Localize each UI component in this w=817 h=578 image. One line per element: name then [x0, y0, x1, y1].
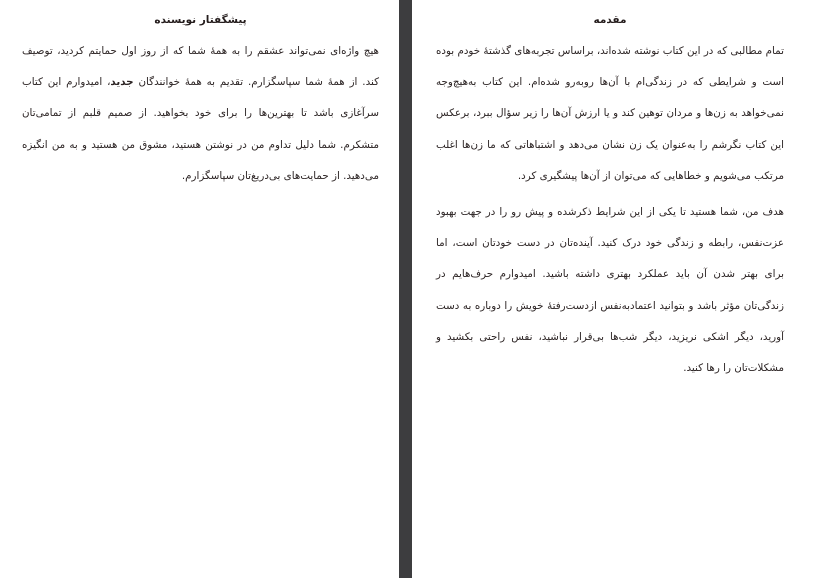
- left-page-heading: پیشگفتار نویسنده: [154, 14, 247, 26]
- page-gutter: [399, 0, 412, 578]
- left-page-paragraph: [22, 36, 379, 192]
- left-paragraph-part2: ، امیدوارم این کتاب سرآغازی باشد تا بهترین‌ها را برای خود بخواهید. از صمیم قلبم از تمامی‌تان متشکرم. شما دلیل تداوم من در نوشتن هستید، مشوق من هستید و به من انگیزه می‌دهید. از حمایت‌های بی‌دریغ‌تان سپاسگزارم.: [22, 76, 379, 182]
- right-page[interactable]: [412, 0, 817, 578]
- right-page-heading: مقدمه: [593, 14, 627, 26]
- left-paragraph-part1: هیچ واژه‌ای نمی‌تواند عشقم را به همهٔ شما که از روز اول حمایتم کردید، توصیف کند. از همهٔ شما سپاسگزارم. تقدیم به همهٔ خوانندگان: [22, 45, 379, 89]
- left-paragraph-bold-word: جدید: [110, 76, 134, 89]
- right-page-paragraph-1: تمام مطالبی که در این کتاب نوشته شده‌اند، براساس تجربه‌های گذشتهٔ خودم بوده است و شرایطی که در زندگی‌ام با آن‌ها روبه‌رو شده‌ام. این کتاب به‌هیچ‌وجه نمی‌خواهد به زن‌ها و مردان توهین کند و یا ارزش آن‌ها را زیر سؤال ببرد، برعکس این کتاب نگرشم را به‌عنوان یک زن نشان می‌دهد و اشتباهاتی که ما زن‌ها اغلب مرتکب می‌شویم و خطاهایی که می‌توان از آن‌ها پیشگیری کرد.: [436, 45, 784, 182]
- right-page-paragraph-2: هدف من، شما هستید تا یکی از این شرایط ذکرشده و پیش رو را در جهت بهبود عزت‌نفس، رابطه و زندگی خود درک کنید. آینده‌تان در دست خودتان است، اما برای بهتر شدن آن باید عملکرد بهتری داشته باشید. امیدوارم حرف‌هایم در زندگی‌تان مؤثر باشد و بتوانید اعتمادبه‌نفس ازدست‌رفتهٔ خویش را دوباره به دست آورید، دیگر اشکی نریزید، دیگر شب‌ها بی‌قرار نباشید، نفس راحتی بکشید و مشکلات‌تان را رها کنید.: [436, 206, 784, 375]
- left-page[interactable]: [0, 0, 399, 578]
